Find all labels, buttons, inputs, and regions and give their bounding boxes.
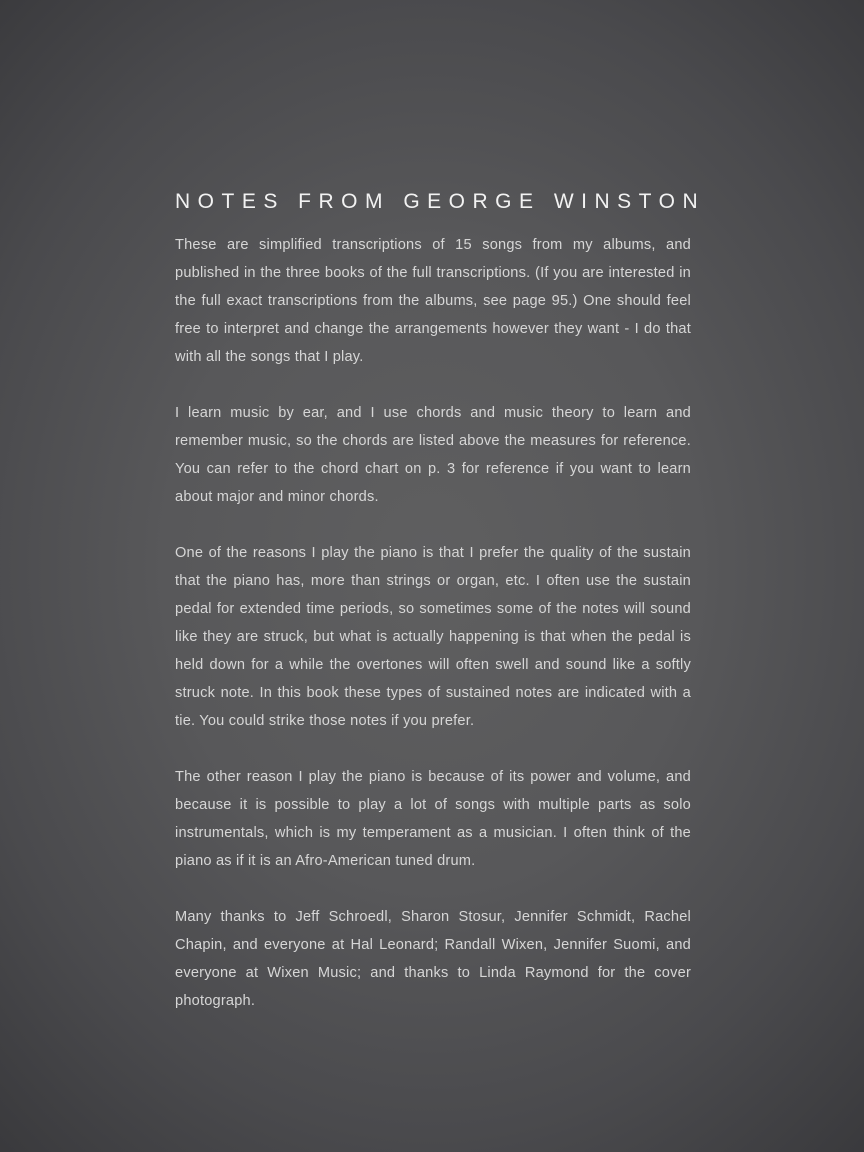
page-title: NOTES FROM GEORGE WINSTON	[175, 190, 706, 213]
body-paragraph: I learn music by ear, and I use chords and music theory to learn and remember music, so the chords are listed above the measures for reference. You can refer to the chord chart on p. 3 for reference if you want to learn about major and minor chords.	[175, 405, 691, 505]
body-paragraph: The other reason I play the piano is because of its power and volume, and because it is possible to play a lot of songs with multiple parts as solo instrumentals, which is my temperament as a musician. I often think of the piano as if it is an Afro-American tuned drum.	[175, 769, 691, 869]
body-paragraph: One of the reasons I play the piano is that I prefer the quality of the sustain that the piano has, more than strings or organ, etc. I often use the sustain pedal for extended time periods, so sometimes some of the notes will sound like they are struck, but what is actually happening is that when the pedal is held down for a while the overtones will often swell and sound like a softly struck note. In this book these types of sustained notes are indicated with a tie. You could strike those notes if you prefer.	[175, 545, 691, 729]
body-paragraph: These are simplified transcriptions of 15 songs from my albums, and published in the three books of the full transcriptions. (If you are interested in the full exact transcriptions from the albums, see page 95.) One should feel free to interpret and change the arrangements however they want - I do that with all the songs that I play.	[175, 237, 691, 365]
body-paragraph: Many thanks to Jeff Schroedl, Sharon Stosur, Jennifer Schmidt, Rachel Chapin, and everyone at Hal Leonard; Randall Wixen, Jennifer Suomi, and everyone at Wixen Music; and thanks to Linda Raymond for the cover photograph.	[175, 909, 691, 1009]
text-column	[175, 190, 706, 1015]
body-text	[175, 231, 691, 1015]
